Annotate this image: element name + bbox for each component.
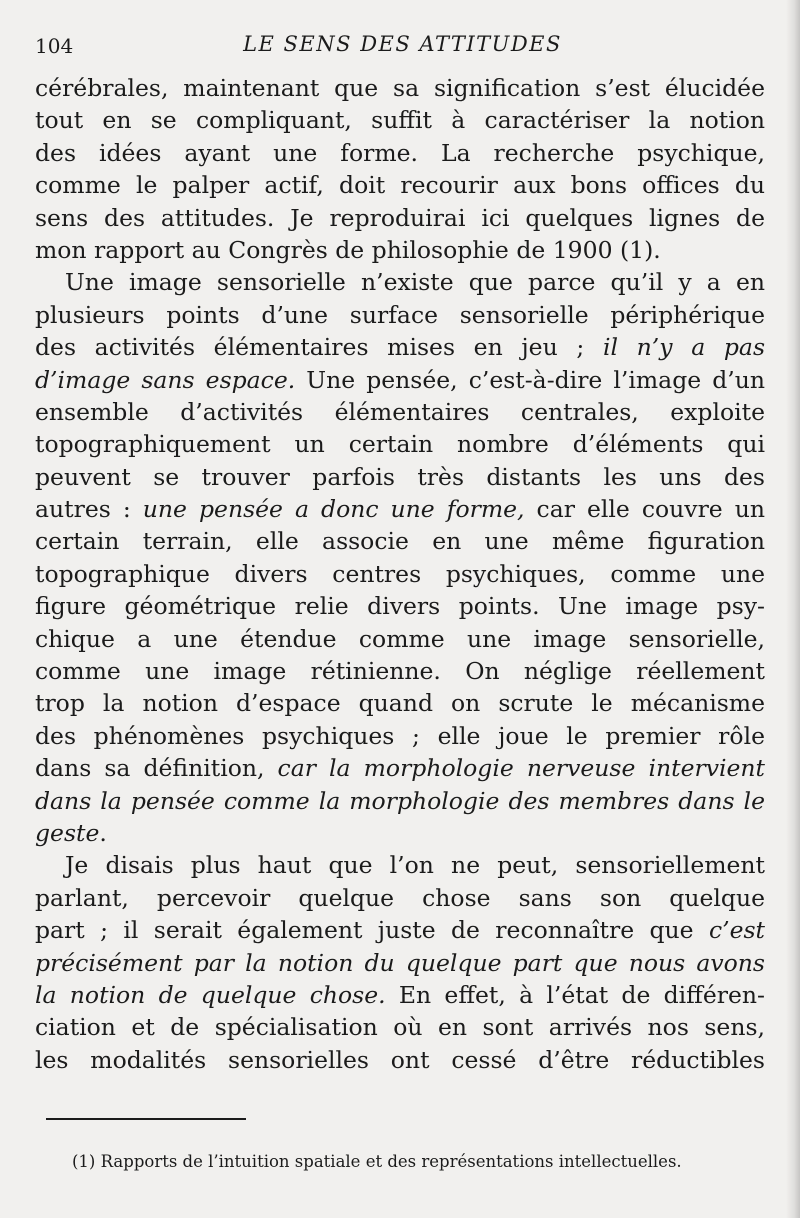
italic-segment: une pensée a donc une forme,	[142, 495, 525, 524]
text-line	[35, 234, 765, 266]
text-segment: cérébrales, maintenant que sa signification s’est élucidée	[35, 74, 765, 102]
text-segment: topographique divers centres psychiques, comme une	[35, 559, 765, 588]
text-line	[35, 558, 765, 590]
text-segment: car elle couvre un	[524, 495, 766, 524]
text-segment: Une pensée, c’est-à-dire l’image d’un	[295, 365, 765, 394]
body-text	[35, 72, 765, 1076]
text-segment: parlant, percevoir quelque chose sans son quelque	[35, 883, 765, 912]
text-line	[35, 299, 765, 331]
page-number: 104	[35, 34, 74, 58]
text-line	[35, 914, 765, 946]
text-line	[35, 428, 765, 460]
text-segment: plusieurs points d’une surface sensorielle périphérique	[35, 300, 765, 329]
text-line	[35, 882, 765, 914]
text-segment: ciation et de spécialisation où en sont arrivés nos sens,	[35, 1013, 765, 1042]
text-line	[35, 493, 765, 525]
text-segment: ensemble d’activités élémentaires centrales, exploite	[35, 397, 765, 426]
text-segment: En effet, à l’état de différen-	[385, 980, 765, 1009]
italic-segment: car la morphologie nerveuse intervient	[277, 754, 765, 783]
footnote: (1) Rapports de l’intuition spatiale et des représentations intellectuelles.	[72, 1152, 682, 1171]
italic-segment: il n’y a pas	[602, 333, 766, 362]
text-segment: les modalités sensorielles ont cessé d’être réductibles	[35, 1045, 765, 1074]
page-edge-shadow	[786, 0, 800, 1218]
text-line	[35, 623, 765, 655]
italic-segment: précisément par la notion du quelque part que nous avons	[35, 948, 765, 977]
text-line	[35, 104, 765, 136]
text-segment: comme une image rétinienne. On néglige réellement	[35, 657, 765, 686]
text-line	[35, 169, 765, 201]
text-segment: .	[99, 818, 107, 847]
running-title: LE SENS DES ATTITUDES	[243, 32, 562, 56]
text-line	[35, 525, 765, 557]
text-line	[35, 266, 765, 298]
text-line	[35, 947, 765, 979]
italic-segment: c’est	[708, 916, 765, 945]
text-line	[35, 720, 765, 752]
text-segment: dans sa définition,	[35, 754, 278, 783]
italic-segment: d’image sans espace.	[35, 365, 296, 394]
text-segment: certain terrain, elle associe en une même figuration	[35, 527, 765, 556]
text-line	[35, 590, 765, 622]
italic-segment: la notion de quelque chose.	[35, 980, 386, 1009]
text-line	[35, 785, 765, 817]
italic-segment: geste	[35, 818, 100, 847]
footnote-divider	[46, 1118, 246, 1120]
text-segment: des activités élémentaires mises en jeu ;	[35, 333, 603, 362]
text-segment: des phénomènes psychiques ; elle joue le premier rôle	[35, 721, 765, 750]
text-line	[35, 331, 765, 363]
text-segment: figure géométrique relie divers points. Une image psy-	[35, 592, 765, 621]
text-segment: Je disais plus haut que l’on ne peut, sensoriellement	[65, 851, 765, 880]
text-segment: topographiquement un certain nombre d’éléments qui	[35, 430, 765, 459]
text-line	[35, 396, 765, 428]
text-line	[35, 1044, 765, 1076]
italic-segment: dans la pensée comme la morphologie des membres dans le	[35, 786, 765, 815]
text-segment: mon rapport au Congrès de philosophie de 1900 (1).	[35, 235, 661, 264]
text-segment: autres :	[35, 495, 143, 524]
text-segment: peuvent se trouver parfois très distants les uns des	[35, 462, 765, 491]
text-segment: part ; il serait également juste de reconnaître que	[35, 916, 709, 945]
text-line	[35, 72, 765, 104]
text-line	[35, 137, 765, 169]
page-header	[35, 30, 770, 60]
text-line	[35, 364, 765, 396]
text-segment: chique a une étendue comme une image sensorielle,	[35, 624, 765, 653]
text-line	[35, 687, 765, 719]
text-segment: Une image sensorielle n’existe que parce qu’il y a en	[65, 268, 765, 297]
text-segment: trop la notion d’espace quand on scrute le mécanisme	[35, 689, 765, 718]
text-segment: sens des attitudes. Je reproduirai ici quelques lignes de	[35, 203, 765, 232]
text-segment: comme le palper actif, doit recourir aux bons offices du	[35, 171, 765, 200]
text-segment: tout en se compliquant, suffit à caractériser la notion	[35, 106, 765, 135]
text-line	[35, 461, 765, 493]
text-line	[35, 655, 765, 687]
text-line	[35, 1011, 765, 1043]
text-line	[35, 979, 765, 1011]
text-line	[35, 849, 765, 881]
text-segment: des idées ayant une forme. La recherche psychique,	[35, 138, 765, 167]
text-line	[35, 752, 765, 784]
text-line	[35, 202, 765, 234]
text-line	[35, 817, 765, 849]
